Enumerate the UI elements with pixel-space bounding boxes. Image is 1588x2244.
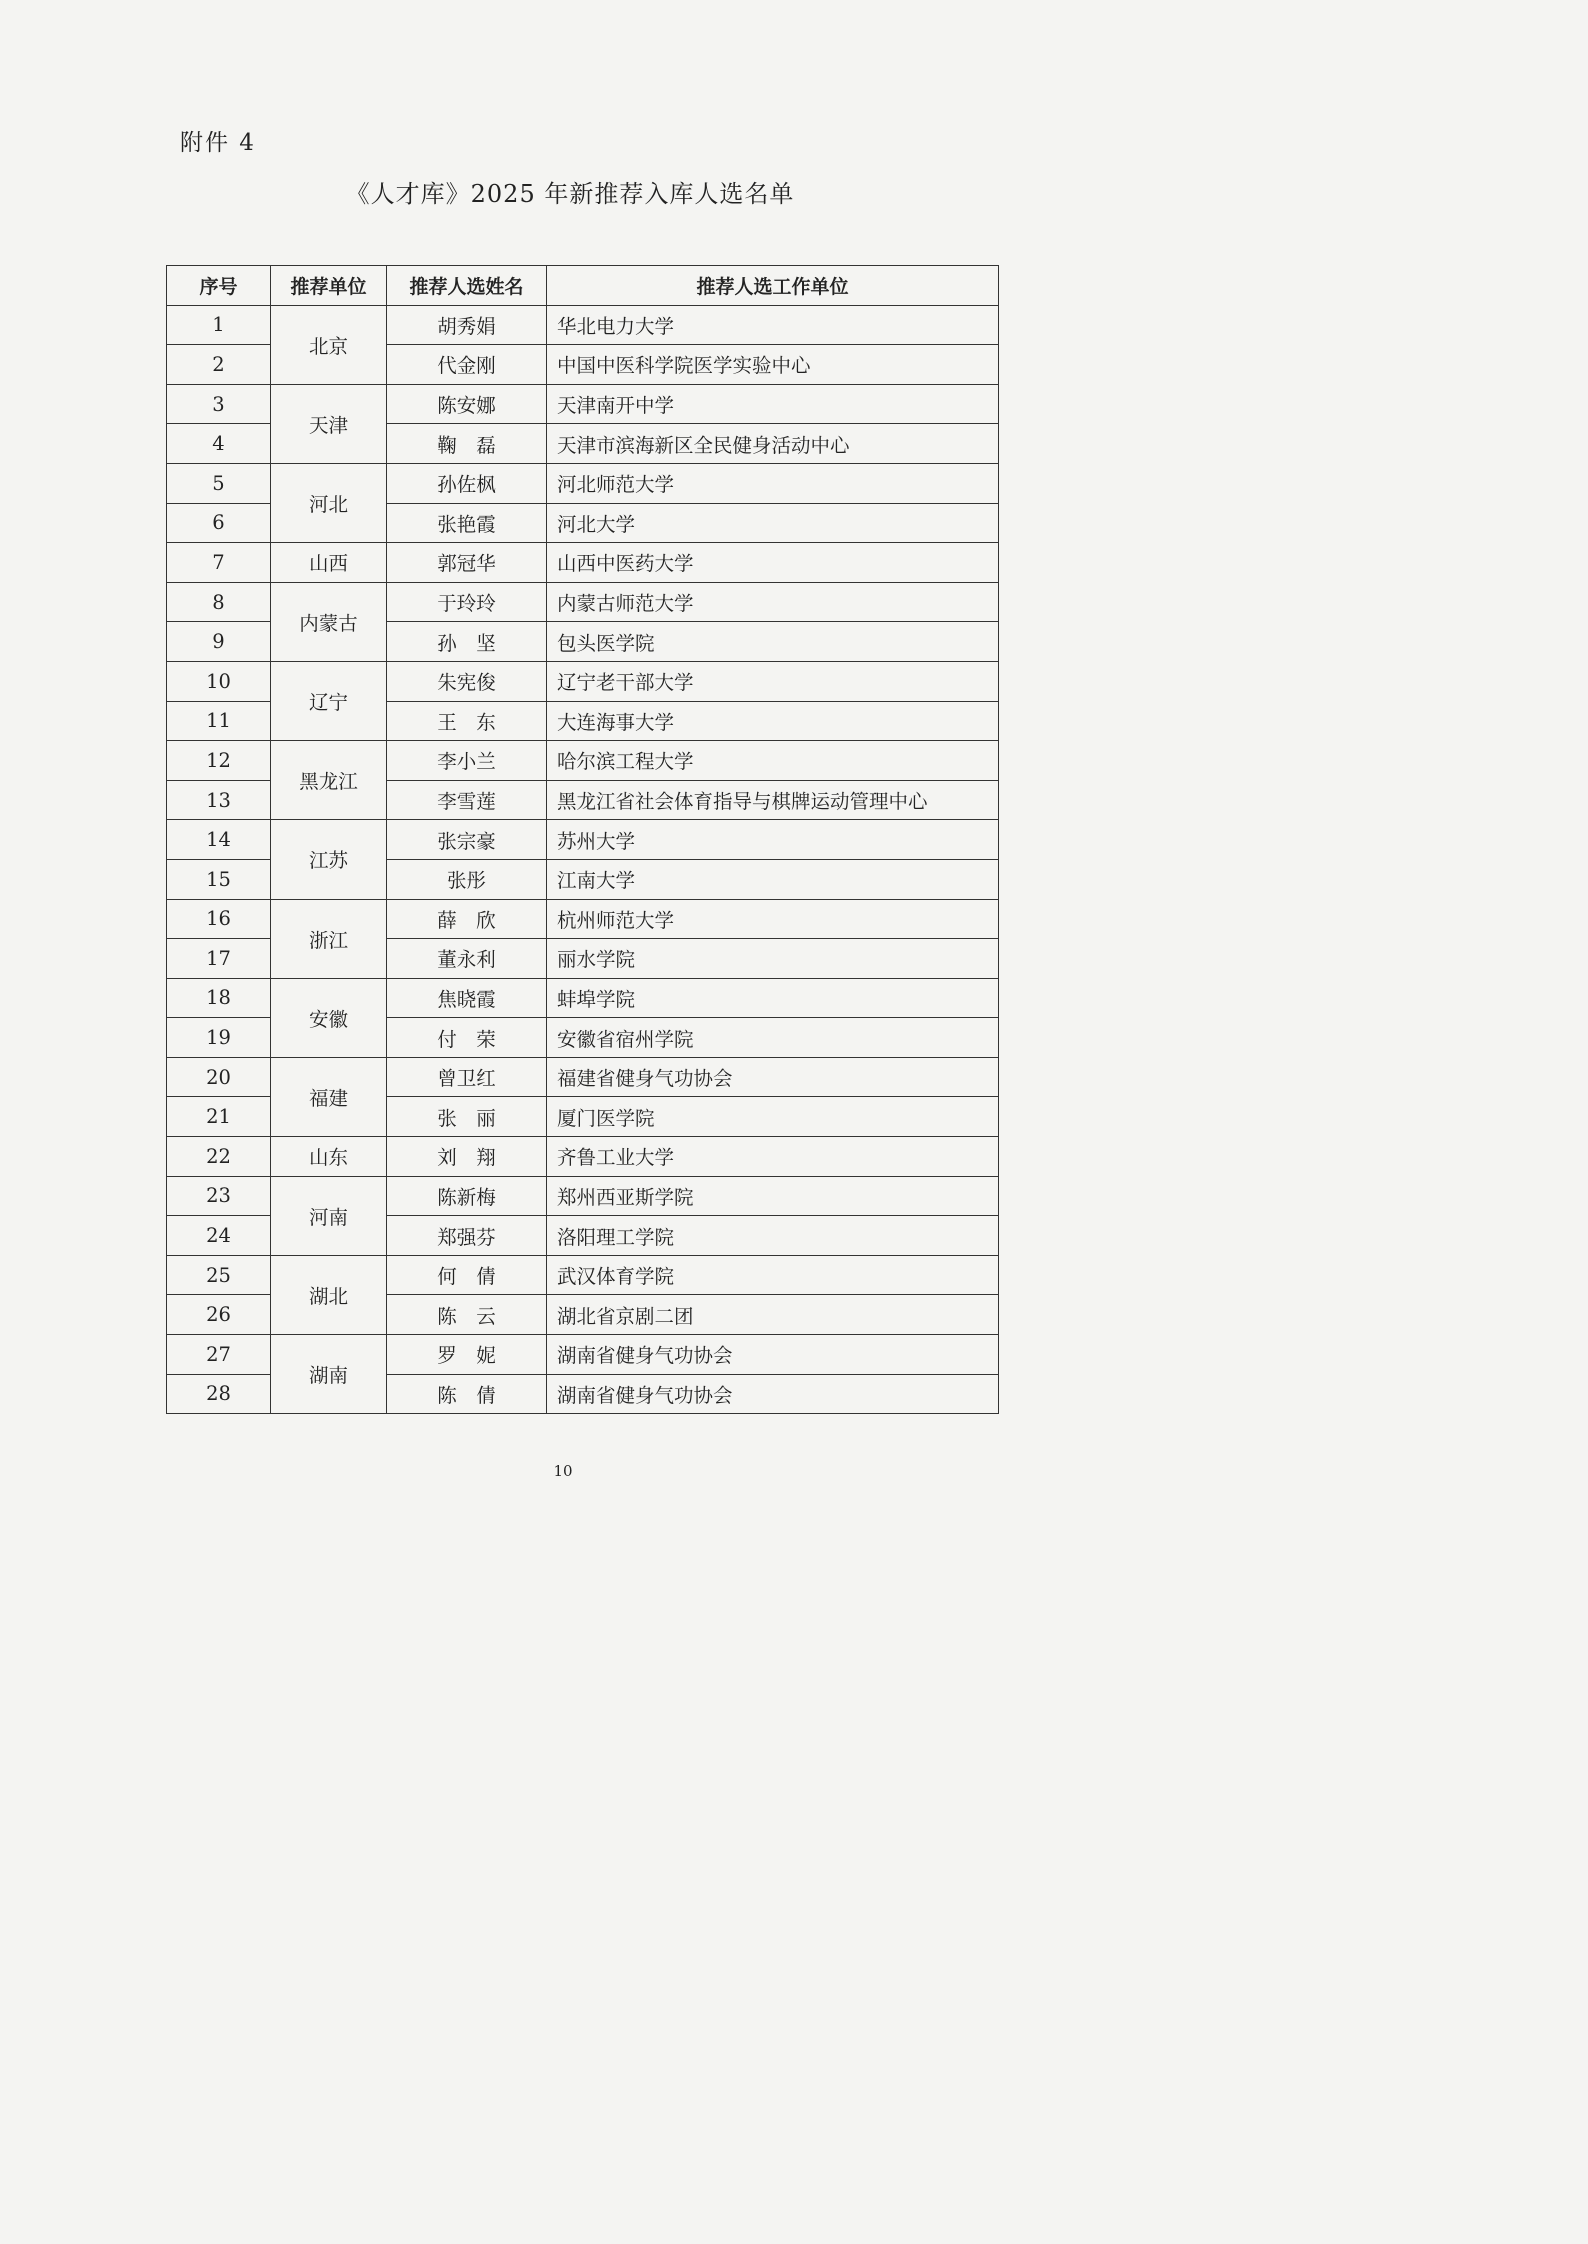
- candidate-table: [166, 265, 999, 1414]
- attachment-label: 附件 4: [180, 130, 256, 156]
- cell-name: 孙 坚: [387, 622, 547, 662]
- table-row: [167, 899, 999, 939]
- cell-index: 11: [167, 701, 271, 741]
- cell-name: 罗 妮: [387, 1335, 547, 1375]
- cell-index: 6: [167, 503, 271, 543]
- cell-index: 20: [167, 1057, 271, 1097]
- cell-index: 23: [167, 1176, 271, 1216]
- cell-name: 李雪莲: [387, 780, 547, 820]
- cell-name: 陈 倩: [387, 1374, 547, 1414]
- cell-org: 包头医学院: [547, 622, 999, 662]
- cell-index: 14: [167, 820, 271, 860]
- cell-org: 华北电力大学: [547, 305, 999, 345]
- cell-name: 郭冠华: [387, 543, 547, 583]
- table-row: [167, 543, 999, 583]
- cell-index: 4: [167, 424, 271, 464]
- cell-org: 湖南省健身气功协会: [547, 1335, 999, 1375]
- table-row: [167, 1057, 999, 1097]
- cell-name: 陈新梅: [387, 1176, 547, 1216]
- cell-org: 山西中医药大学: [547, 543, 999, 583]
- cell-unit: 内蒙古: [271, 582, 387, 661]
- table-row: [167, 463, 999, 503]
- cell-name: 张 丽: [387, 1097, 547, 1137]
- cell-unit: 河北: [271, 463, 387, 542]
- cell-name: 郑强芬: [387, 1216, 547, 1256]
- cell-org: 福建省健身气功协会: [547, 1057, 999, 1097]
- table-row: [167, 384, 999, 424]
- cell-index: 3: [167, 384, 271, 424]
- table-row: [167, 582, 999, 622]
- cell-name: 薛 欣: [387, 899, 547, 939]
- cell-unit: 辽宁: [271, 661, 387, 740]
- cell-name: 张彤: [387, 859, 547, 899]
- cell-unit: 山西: [271, 543, 387, 583]
- cell-index: 9: [167, 622, 271, 662]
- header-org: 推荐人选工作单位: [547, 266, 999, 306]
- cell-index: 16: [167, 899, 271, 939]
- cell-name: 张艳霞: [387, 503, 547, 543]
- cell-name: 鞠 磊: [387, 424, 547, 464]
- cell-name: 董永利: [387, 939, 547, 979]
- cell-org: 齐鲁工业大学: [547, 1137, 999, 1177]
- table-row: [167, 1176, 999, 1216]
- cell-index: 12: [167, 741, 271, 781]
- cell-org: 安徽省宿州学院: [547, 1018, 999, 1058]
- cell-org: 湖北省京剧二团: [547, 1295, 999, 1335]
- cell-org: 洛阳理工学院: [547, 1216, 999, 1256]
- cell-org: 河北大学: [547, 503, 999, 543]
- cell-name: 陈 云: [387, 1295, 547, 1335]
- cell-index: 13: [167, 780, 271, 820]
- cell-org: 河北师范大学: [547, 463, 999, 503]
- cell-index: 17: [167, 939, 271, 979]
- cell-name: 张宗豪: [387, 820, 547, 860]
- cell-index: 25: [167, 1255, 271, 1295]
- cell-index: 18: [167, 978, 271, 1018]
- cell-unit: 浙江: [271, 899, 387, 978]
- cell-org: 湖南省健身气功协会: [547, 1374, 999, 1414]
- cell-unit: 安徽: [271, 978, 387, 1057]
- cell-org: 江南大学: [547, 859, 999, 899]
- cell-org: 武汉体育学院: [547, 1255, 999, 1295]
- cell-org: 苏州大学: [547, 820, 999, 860]
- cell-org: 杭州师范大学: [547, 899, 999, 939]
- cell-unit: 天津: [271, 384, 387, 463]
- table-row: [167, 1335, 999, 1375]
- cell-name: 朱宪俊: [387, 661, 547, 701]
- cell-unit: 湖南: [271, 1335, 387, 1414]
- cell-org: 天津市滨海新区全民健身活动中心: [547, 424, 999, 464]
- cell-name: 何 倩: [387, 1255, 547, 1295]
- cell-org: 哈尔滨工程大学: [547, 741, 999, 781]
- table-row: [167, 741, 999, 781]
- cell-index: 5: [167, 463, 271, 503]
- header-name: 推荐人选姓名: [387, 266, 547, 306]
- cell-name: 王 东: [387, 701, 547, 741]
- cell-name: 曾卫红: [387, 1057, 547, 1097]
- cell-index: 15: [167, 859, 271, 899]
- cell-org: 黑龙江省社会体育指导与棋牌运动管理中心: [547, 780, 999, 820]
- cell-index: 7: [167, 543, 271, 583]
- table-row: [167, 1137, 999, 1177]
- cell-org: 天津南开中学: [547, 384, 999, 424]
- table-row: [167, 661, 999, 701]
- table-row: [167, 305, 999, 345]
- cell-unit: 湖北: [271, 1255, 387, 1334]
- cell-index: 2: [167, 345, 271, 385]
- cell-index: 8: [167, 582, 271, 622]
- cell-org: 中国中医科学院医学实验中心: [547, 345, 999, 385]
- cell-index: 10: [167, 661, 271, 701]
- page-number: 10: [553, 1462, 573, 1480]
- cell-name: 胡秀娟: [387, 305, 547, 345]
- cell-org: 内蒙古师范大学: [547, 582, 999, 622]
- cell-name: 付 荣: [387, 1018, 547, 1058]
- table-row: [167, 978, 999, 1018]
- document-title: 《人才库》2025 年新推荐入库人选名单: [345, 180, 795, 208]
- cell-name: 焦晓霞: [387, 978, 547, 1018]
- cell-unit: 福建: [271, 1057, 387, 1136]
- cell-org: 辽宁老干部大学: [547, 661, 999, 701]
- table-header-row: [167, 266, 999, 306]
- table-row: [167, 820, 999, 860]
- cell-org: 厦门医学院: [547, 1097, 999, 1137]
- table-body: [167, 305, 999, 1414]
- cell-org: 蚌埠学院: [547, 978, 999, 1018]
- cell-index: 19: [167, 1018, 271, 1058]
- cell-unit: 黑龙江: [271, 741, 387, 820]
- cell-org: 郑州西亚斯学院: [547, 1176, 999, 1216]
- cell-org: 大连海事大学: [547, 701, 999, 741]
- cell-name: 刘 翔: [387, 1137, 547, 1177]
- cell-index: 28: [167, 1374, 271, 1414]
- cell-name: 李小兰: [387, 741, 547, 781]
- cell-name: 孙佐枫: [387, 463, 547, 503]
- cell-index: 21: [167, 1097, 271, 1137]
- cell-name: 陈安娜: [387, 384, 547, 424]
- cell-unit: 北京: [271, 305, 387, 384]
- header-index: 序号: [167, 266, 271, 306]
- cell-unit: 山东: [271, 1137, 387, 1177]
- cell-unit: 河南: [271, 1176, 387, 1255]
- cell-unit: 江苏: [271, 820, 387, 899]
- header-unit: 推荐单位: [271, 266, 387, 306]
- cell-index: 1: [167, 305, 271, 345]
- cell-index: 27: [167, 1335, 271, 1375]
- table-row: [167, 1255, 999, 1295]
- cell-index: 26: [167, 1295, 271, 1335]
- cell-org: 丽水学院: [547, 939, 999, 979]
- cell-index: 22: [167, 1137, 271, 1177]
- cell-index: 24: [167, 1216, 271, 1256]
- cell-name: 于玲玲: [387, 582, 547, 622]
- cell-name: 代金刚: [387, 345, 547, 385]
